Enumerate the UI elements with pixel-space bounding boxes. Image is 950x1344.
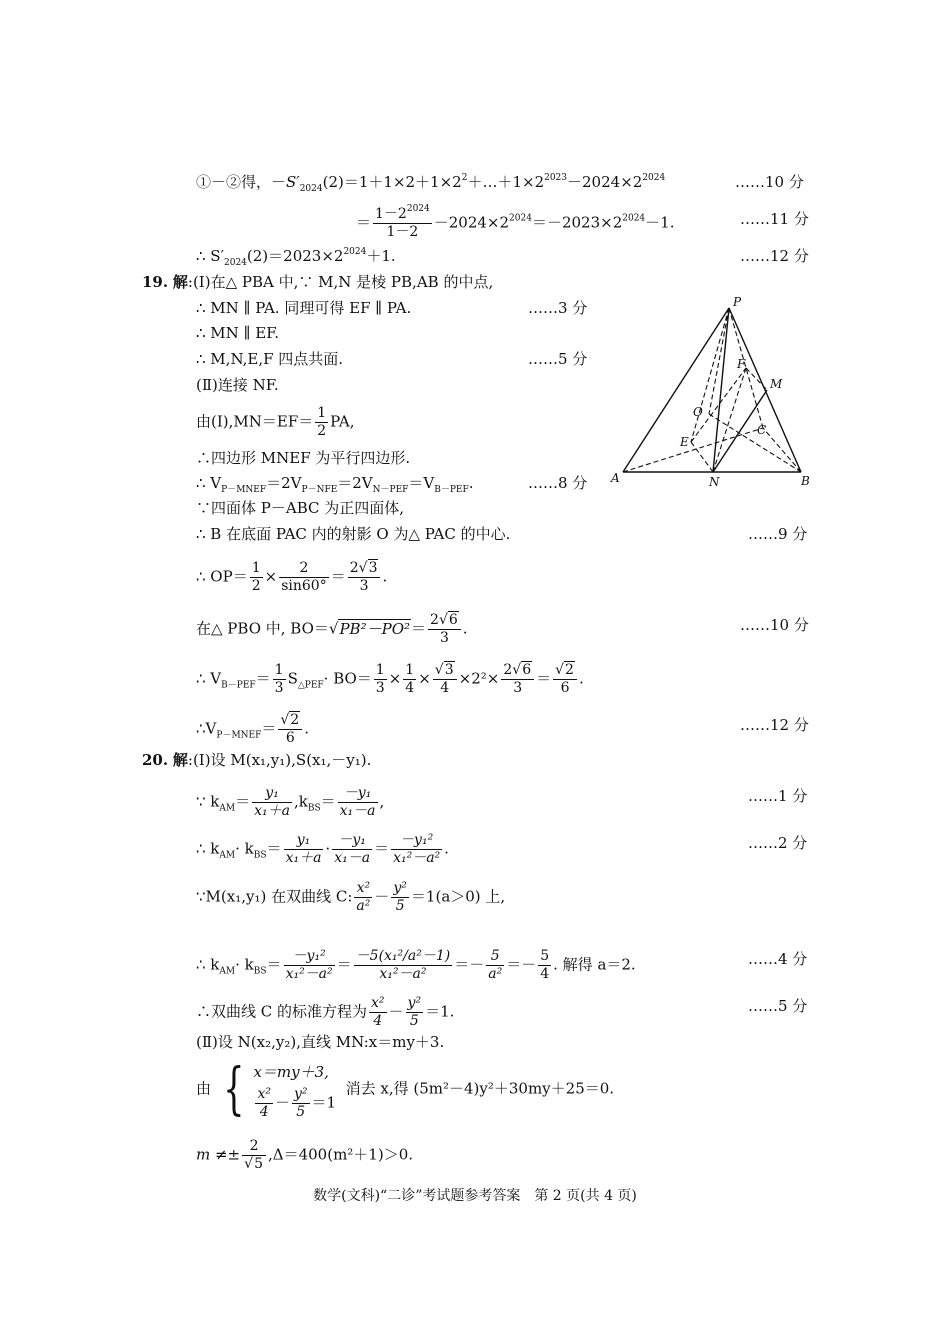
s20-score-2: ……2 分 (748, 834, 808, 852)
s19-score-12: ……12 分 (740, 716, 809, 734)
s20-line9: m ≠± $\frac{2}{√5}$ ,Δ＝400(m²＋1)＞0. (196, 1138, 414, 1172)
s20-line2: ∵ $k_{AM}=$ $\frac{\text{y₁}}{\text{x₁＋a}}$ $,k_{BS}=$ $\frac{\text{－y₁}}{\text{x₁－a}}$ , (196, 785, 385, 819)
label-B: B (801, 474, 810, 488)
s19-line8: ∴ $V_{P-MNEF}=2V_{P-NFE}=2V_{N-PEF}=V_{B-PEF}$. (196, 474, 474, 495)
fraction: $\frac{1-2^{2024}}{1-2}$ (375, 204, 430, 240)
left-brace-icon: { (222, 1056, 245, 1122)
s19-line2: ∴ MN ∥ PA. 同理可得 EF ∥ PA. (196, 299, 412, 317)
s19-line9: ∵四面体 P－ABC 为正四面体, (196, 499, 405, 517)
label-C: C (757, 423, 767, 437)
label-E: E (680, 435, 689, 449)
s18-score-11: ……11 分 (740, 210, 809, 228)
s19-score-8: ……8 分 (528, 474, 588, 492)
s19-line11: ∴ OP＝ $\frac{1}{2}$ × $\frac{2}{\sin 60^\circ}$ ＝ $\frac{2√3}{3}$ . (196, 560, 388, 594)
s19-line14: $\therefore V_{P-MNEF}=$ $\frac{√2}{6}$ . (196, 712, 309, 746)
s20-line8-system: 由 { x＝my＋3, $\frac{\text{x²}}{4}$ － $\frac{\text{y²}}{5}$ ＝1 消去 x,得 (5m²－4)y²＋30my＋25＝0. (196, 1056, 615, 1122)
s19-line10: ∴ B 在底面 PAC 内的射影 O 为△ PAC 的中心. (196, 525, 511, 543)
label-N: N (709, 475, 720, 489)
s20-score-5: ……5 分 (748, 997, 808, 1015)
label-M: M (770, 377, 783, 391)
s18-line1: ①－②得，$-S'_{2024}(2)=1+1\times 2+1\times 2^2+\dots+1\times 2^{2023}-2024\times 2^{2024}$ (196, 173, 666, 194)
tetrahedron-figure (605, 292, 820, 492)
s19-score-5: ……5 分 (528, 350, 588, 368)
s20-line6: ∴双曲线 C 的标准方程为 $\frac{\text{x²}}{4}$ － $\frac{\text{y²}}{5}$ ＝1. (196, 995, 455, 1029)
s19-line12: 在△ PBO 中, BO＝√PB²－PO²＝ $\frac{2√6}{3}$ . (196, 612, 468, 646)
s20-line5: ∴ $k_{AM}\cdot k_{BS}=$ $\frac{\text{－y₁²}}{\text{x₁²－a²}}$ ＝ $\frac{\text{－5(x₁²/a²－1)}}{\text{x₁²－a²}}$ ＝－ $\frac{5}{\text{a²}}$ ＝－ $\frac{5}{4}$ . 解得 a＝2. (196, 948, 636, 982)
s18-line3: ∴ $S'_{2024}(2)=2023\times 2^{2024}+1$. (196, 247, 396, 268)
s18-score-12: ……12 分 (740, 247, 809, 265)
s19-line3: ∴ MN ∥ EF. (196, 324, 280, 342)
s19-score-10: ……10 分 (740, 616, 809, 634)
s19-line13: ∴ $V_{B-PEF}=$ $\frac{1}{3}$ $S_{\triangle PEF}\cdot BO=$ $\frac{1}{3}$ × $\frac{1}{4}$ × $\frac{√3}{4}$ ×2²× $\frac{2√6}{3}$ ＝ $\frac{√2}{6}$ . (196, 662, 584, 696)
s20-score-4: ……4 分 (748, 950, 808, 968)
label-F: F (737, 357, 746, 371)
label-A: A (611, 471, 620, 485)
s19-line6: 由(Ⅰ),MN＝EF＝ $\frac{1}{2}$ PA, (196, 405, 355, 439)
s19-line4: ∴ M,N,E,F 四点共面. (196, 350, 344, 368)
s20-line4: ∵M(x₁,y₁) 在双曲线 C: $\frac{\text{x²}}{\text{a²}}$ － $\frac{\text{y²}}{5}$ ＝1(a＞0) 上, (196, 880, 506, 914)
s19-line5: (Ⅱ)连接 NF. (196, 376, 279, 394)
s19-score-9: ……9 分 (748, 525, 808, 543)
s19-header: 19. 解:(Ⅰ)在△ PBA 中,∵ M,N 是棱 PB,AB 的中点, (142, 273, 494, 291)
s20-header: 20. 解:(Ⅰ)设 M(x₁,y₁),S(x₁,－y₁). (142, 751, 372, 769)
label-O: O (693, 405, 703, 419)
equation-system: x＝my＋3, $\frac{\text{x²}}{4}$ － $\frac{\text{y²}}{5}$ ＝1 (253, 1063, 337, 1120)
s18-line2: ＝ $\frac{1-2^{2024}}{1-2}$ $-2024\times 2^{2024}=-2023\times 2^{2024}-1$. (356, 204, 675, 240)
s20-line7: (Ⅱ)设 N(x₂,y₂),直线 MN:x＝my＋3. (196, 1033, 445, 1051)
s18-score-10: ……10 分 (735, 173, 804, 191)
s19-score-3: ……3 分 (528, 299, 588, 317)
page-footer: 数学(文科)“二诊”考试题参考答案 第 2 页(共 4 页) (313, 1188, 637, 1204)
s20-score-1: ……1 分 (748, 787, 808, 805)
s20-line3: ∴ $k_{AM}\cdot k_{BS}=$ $\frac{\text{y₁}}{\text{x₁＋a}}$ · $\frac{\text{－y₁}}{\text{x₁－a}}$ ＝ $\frac{\text{－y₁²}}{\text{x₁²－a²}}$ . (196, 832, 449, 866)
label-P: P (733, 295, 742, 309)
s19-line7: ∴四边形 MNEF 为平行四边形. (196, 449, 411, 467)
